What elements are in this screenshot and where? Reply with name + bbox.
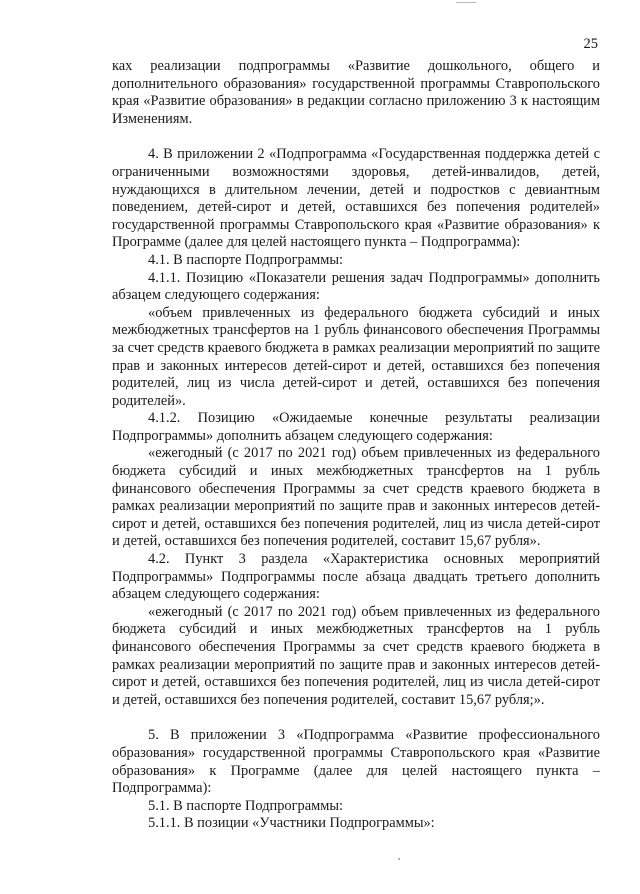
scan-speck	[398, 858, 400, 860]
scan-artifact	[456, 2, 476, 3]
paragraph-item-4-1-1: 4.1.1. Позицию «Показатели решения задач Подпрограммы» дополнить абзацем следующего содержания:	[112, 269, 600, 304]
paragraph-item-4-2: 4.2. Пункт 3 раздела «Характеристика основных мероприятий Подпрограммы» Подпрограммы после абзаца двадцать третьего дополнить абзацем следующего содержания:	[112, 551, 600, 603]
paragraph-item-4-1-2: 4.1.2. Позицию «Ожидаемые конечные результаты реализации Подпрограммы» дополнить абзацем следующего содержания:	[112, 410, 600, 444]
paragraph-quote-indicator: «объем привлеченных из федерального бюджета субсидий и иных межбюджетных трансфертов на 1 рубль финансового обеспечения Программы за счет средств краевого бюджета в рамках реализации мероприятий по защите прав и законных интересов детей-сирот и детей, оставшихся без попечения родителей, лиц из числа детей-сирот и детей, оставшихся без попечения родителей».	[112, 304, 600, 409]
paragraph-item-4-1: 4.1. В паспорте Подпрограммы:	[148, 251, 343, 268]
paragraph-item-5: 5. В приложении 3 «Подпрограмма «Развитие профессионального образования» государственной программы Ставропольского края «Развитие образования» к Программе (далее для целей настоящего пункта – Подпрограмма):	[112, 727, 600, 797]
paragraph-quote-annual: «ежегодный (с 2017 по 2021 год) объем привлеченных из федерального бюджета субсидий и иных межбюджетных трансфертов на 1 рубль финансового обеспечения Программы за счет средств краевого бюджета в рамках реализации мероприятий по защите прав и законных интересов детей-сирот и детей, оставшихся без попечения родителей, лиц из числа детей-сирот и детей, оставшихся без попечения родителей, составит 15,67 рубля;».	[112, 603, 600, 708]
paragraph-quote-result: «ежегодный (с 2017 по 2021 год) объем привлеченных из федерального бюджета субсидий и иных межбюджетных трансфертов на 1 рубль финансового обеспечения Программы за счет средств краевого бюджета в рамках реализации мероприятий по защите прав и законных интересов детей-сирот и детей, оставшихся без попечения родителей, лиц из числа детей-сирот и детей, оставшихся без попечения родителей, составит 15,67 рубля».	[112, 445, 600, 550]
paragraph-item-4: 4. В приложении 2 «Подпрограмма «Государственная поддержка детей с ограниченными возможностями здоровья, детей-инвалидов, детей, нуждающихся в длительном лечении, детей и подростков с девиантным поведением, детей-сирот и детей, оставшихся без попечения родителей» государственной программы Ставропольского края «Развитие образования» к Программе (далее для целей настоящего пункта – Подпрограмма):	[112, 146, 600, 251]
paragraph-item-5-1-1: 5.1.1. В позиции «Участники Подпрограммы»:	[148, 815, 435, 832]
page-number: 25	[583, 36, 598, 52]
document-body	[112, 58, 600, 833]
paragraph-continuation: ках реализации подпрограммы «Развитие дошкольного, общего и дополнительного образования» государственной программы Ставропольского края «Развитие образования» в редакции согласно приложению 3 к настоящим Изменениям.	[112, 58, 600, 127]
paragraph-item-5-1: 5.1. В паспорте Подпрограммы:	[148, 797, 343, 814]
